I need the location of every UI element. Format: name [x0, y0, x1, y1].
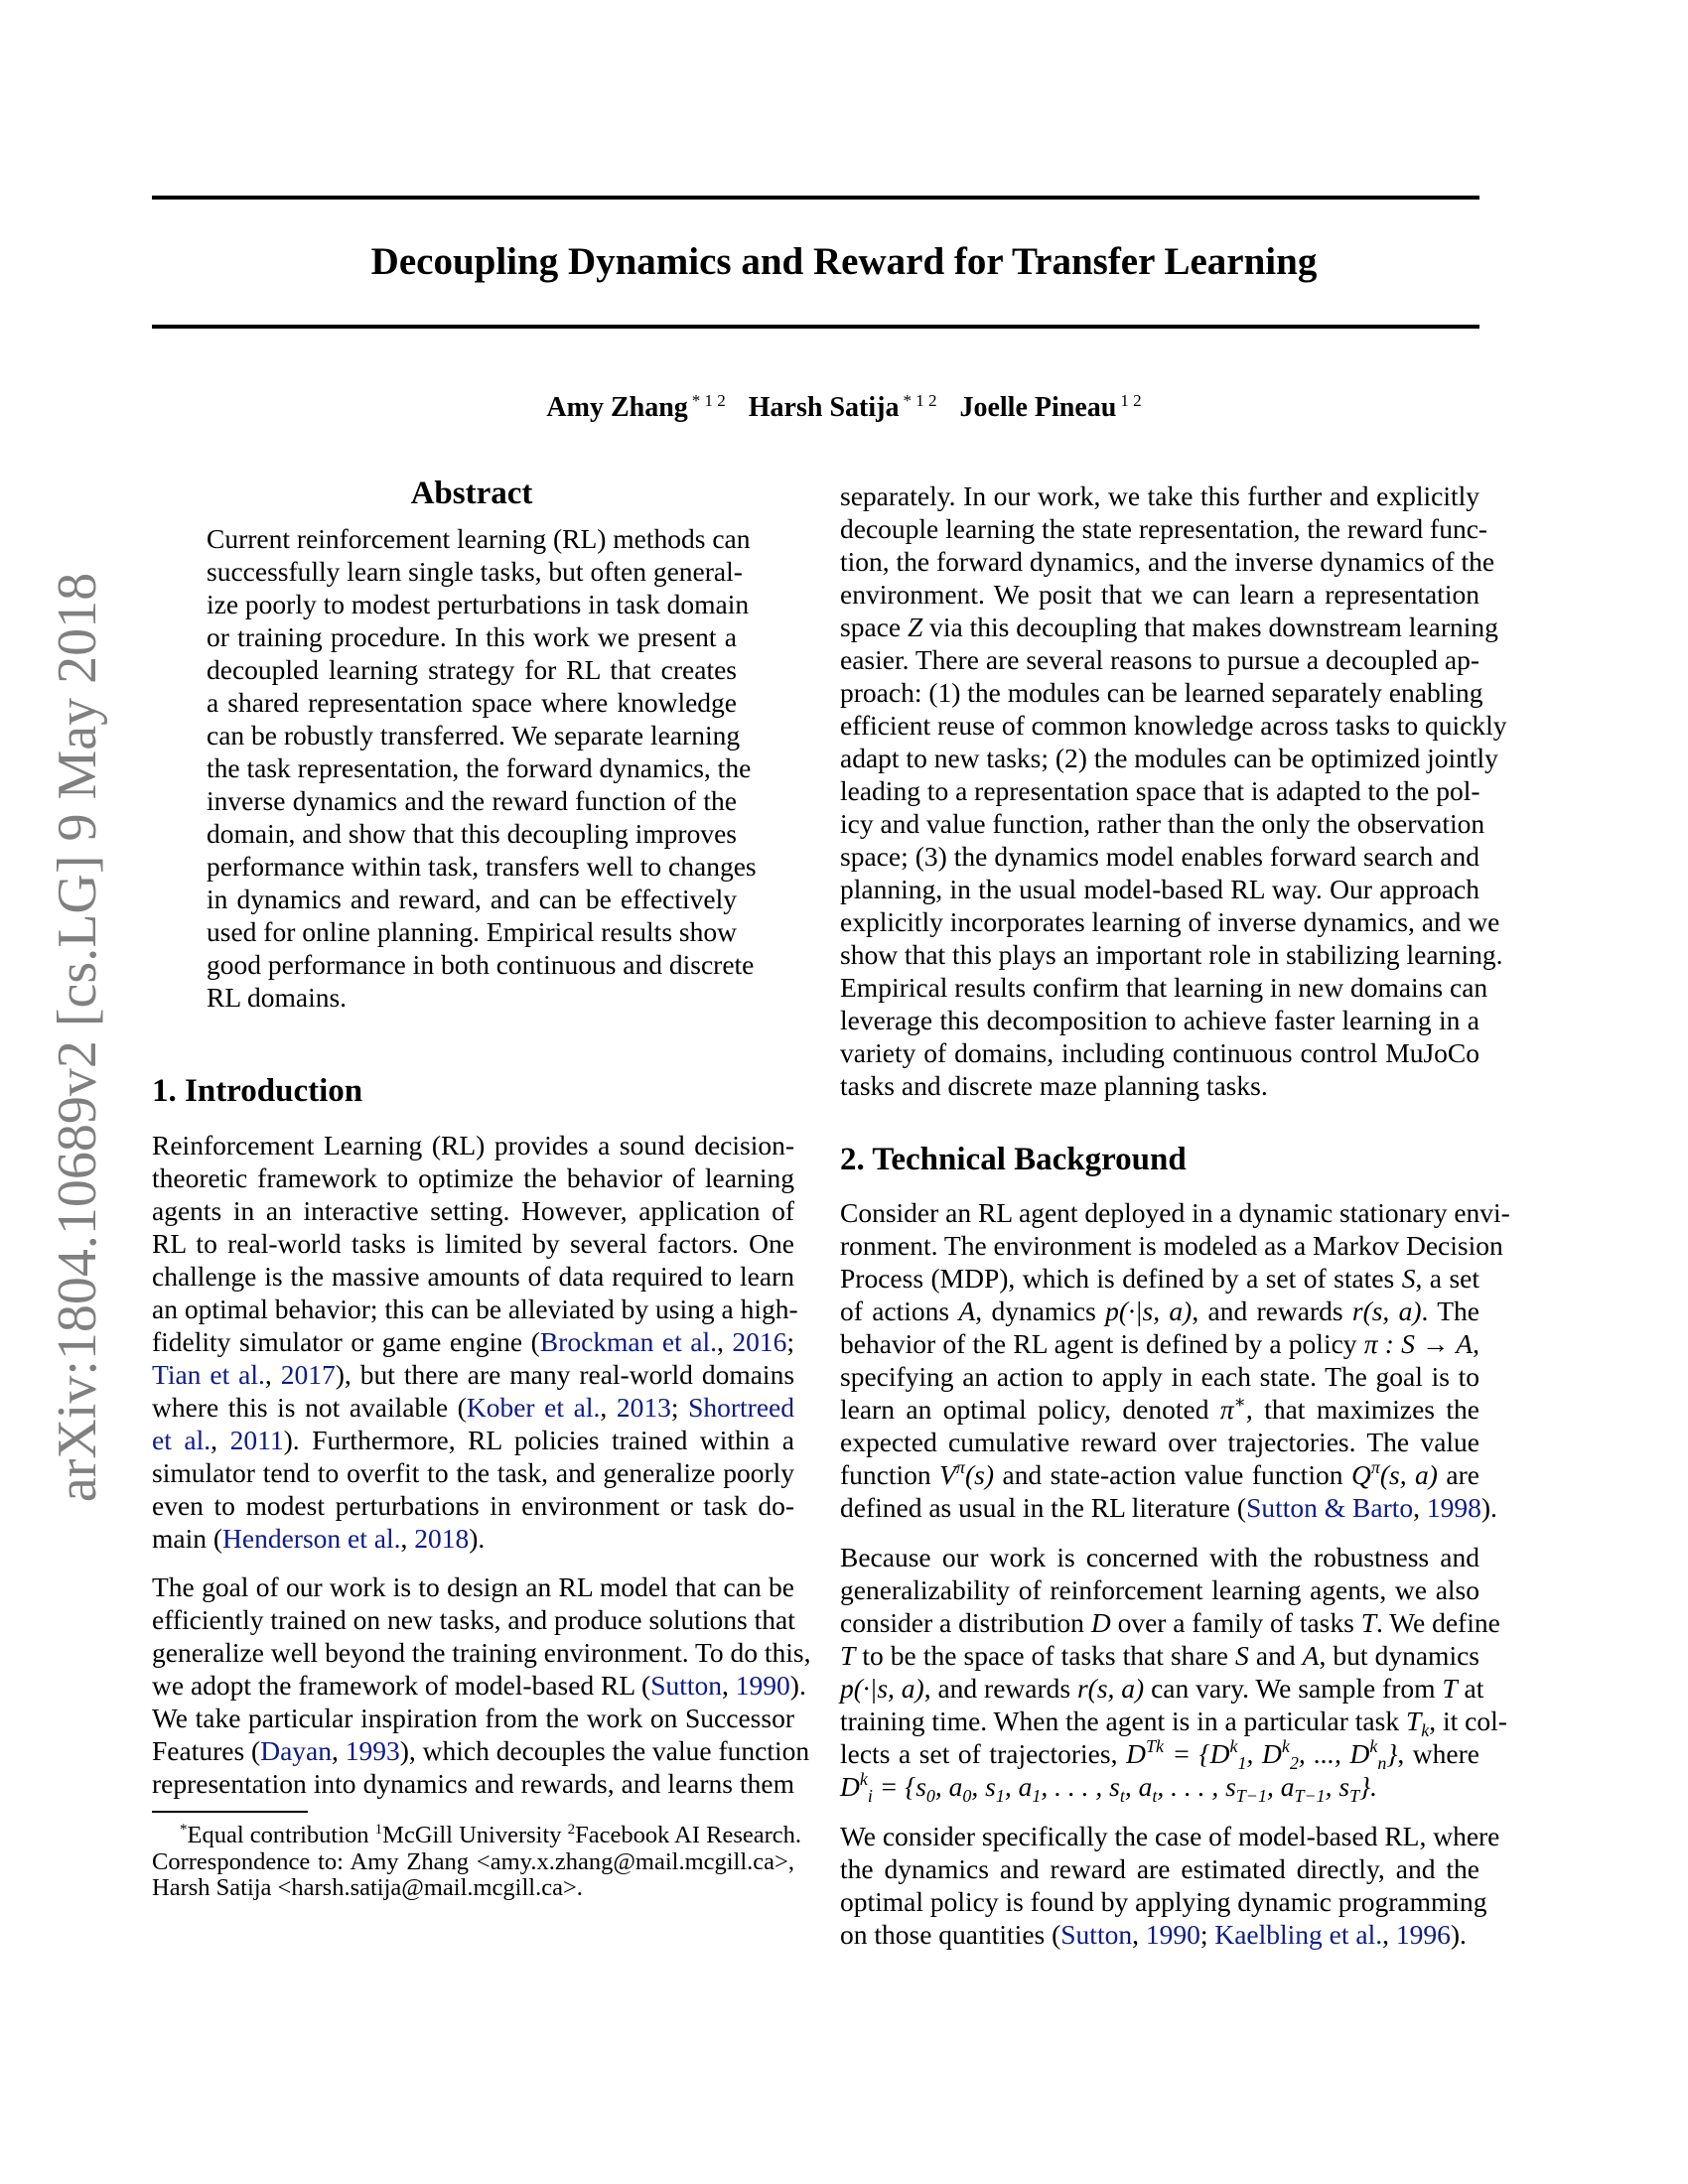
text-line: [840, 1491, 1497, 1524]
subscript: 1: [1237, 1753, 1247, 1773]
text-line: We take particular inspiration from the work on Successor: [152, 1703, 794, 1733]
math-symbol: r(s, a): [1076, 1673, 1145, 1704]
math-symbol: Z: [907, 612, 923, 642]
author-name: Joelle Pineau: [959, 392, 1117, 423]
citation-link[interactable]: Sutton & Barto: [1246, 1492, 1414, 1523]
text-line: tion, the forward dynamics, and the inverse dynamics of the: [840, 546, 1495, 577]
text-line: Current reinforcement learning (RL) methods can: [207, 523, 751, 554]
text-run: fidelity simulator or game engine (: [152, 1326, 540, 1357]
math-expression: [1405, 1706, 1430, 1740]
math-symbol: π : S → A: [1363, 1328, 1474, 1359]
text-run: ,: [716, 1326, 733, 1357]
subscript: T: [1349, 1786, 1360, 1806]
text-line: planning, in the usual model-based RL way. Our approach: [840, 874, 1479, 904]
math-expression: [1266, 1771, 1326, 1806]
math-expression: [1303, 1640, 1320, 1671]
math-expression: [1004, 1771, 1042, 1806]
subscript: 2: [1289, 1753, 1299, 1773]
math-expression: [1386, 1738, 1397, 1769]
text-run: ), but there are many real-world domains: [335, 1359, 795, 1390]
text-line: used for online planning. Empirical results show: [207, 916, 737, 947]
text-run: and state-action value function: [993, 1459, 1351, 1490]
text-line: space; (3) the dynamics model enables forward search and: [840, 841, 1479, 872]
citation-link[interactable]: 1996: [1395, 1919, 1451, 1950]
text-line: inverse dynamics and the reward function of the: [207, 785, 737, 816]
text-line: generalizability of reinforcement learning agents, we also: [840, 1574, 1479, 1605]
author: [546, 392, 725, 423]
math-expression: [1041, 1771, 1125, 1806]
text-line: [840, 1606, 1500, 1639]
text-run: ).: [1450, 1919, 1467, 1950]
text-line: generalize well beyond the training environment. To do this,: [152, 1637, 811, 1668]
math-symbol: S: [1235, 1640, 1249, 1671]
text-run: ;: [670, 1392, 689, 1423]
math-expression: [1246, 1736, 1299, 1773]
text-run: ,: [1382, 1919, 1396, 1950]
introduction-heading: 1. Introduction: [152, 1073, 363, 1109]
paragraph: [840, 1541, 1507, 1806]
text-run: ).: [469, 1523, 486, 1554]
math-expression: [1442, 1673, 1457, 1704]
text-run: ;: [1199, 1919, 1215, 1950]
text-line: Harsh Satija <harsh.satija@mail.mcgill.ca>.: [152, 1874, 583, 1901]
math-expression: [965, 1459, 994, 1490]
text-run: are: [1437, 1459, 1479, 1490]
superscript: k: [1229, 1736, 1238, 1756]
subscript: k: [1421, 1720, 1430, 1740]
text-line: successfully learn single tasks, but often general-: [207, 556, 743, 587]
text-line: The goal of our work is to design an RL model that can be: [152, 1571, 794, 1602]
text-run: ,: [1473, 1328, 1479, 1359]
text-line: leading to a representation space that is adapted to the pol-: [840, 775, 1480, 806]
text-line: Consider an RL agent deployed in a dynamic stationary envi-: [840, 1197, 1510, 1228]
citation-link[interactable]: Shortreed: [688, 1392, 795, 1423]
text-run: , a set: [1415, 1263, 1479, 1294]
citation-link[interactable]: Henderson et al.: [222, 1523, 401, 1554]
math-expression: [1380, 1459, 1438, 1490]
text-line: proach: (1) the modules can be learned separately enabling: [840, 677, 1483, 708]
text-line: performance within task, transfers well to changes: [207, 851, 757, 882]
math-expression: [840, 1769, 873, 1806]
superscript: Tk: [1145, 1736, 1164, 1756]
text-run: ). Furthermore, RL policies trained within a: [283, 1425, 794, 1455]
citation-link[interactable]: Kober et al.: [466, 1392, 601, 1423]
math-symbol: T: [1442, 1673, 1458, 1704]
math-expression: [1359, 1771, 1377, 1802]
author: [749, 392, 937, 423]
citation-link[interactable]: 1990: [1145, 1919, 1200, 1950]
text-line: [152, 1325, 794, 1358]
text-line: We consider specifically the case of model-based RL, where: [840, 1821, 1500, 1851]
text-run: , that maximizes the: [1245, 1394, 1479, 1425]
text-line: specifying an action to apply in each state. The goal is to: [840, 1361, 1479, 1392]
text-run: we adopt the framework of model-based RL (: [152, 1670, 651, 1701]
footnote-mark: 2: [567, 1822, 576, 1838]
math-expression: [908, 612, 922, 642]
text-line: good performance in both continuous and discrete: [207, 949, 755, 980]
text-run: , and rewards: [923, 1673, 1077, 1704]
text-run: over a family of tasks: [1110, 1607, 1361, 1638]
text-line: [152, 1522, 794, 1555]
text-line: RL domains.: [207, 982, 348, 1013]
text-line: [840, 1327, 1479, 1360]
subscript: t: [1152, 1786, 1158, 1806]
text-run: space: [840, 612, 908, 642]
math-expression: [1126, 1738, 1164, 1769]
text-run: Process (MDP), which is defined by a set of states: [840, 1263, 1402, 1294]
text-line: agents in an interactive setting. However, application of: [152, 1195, 794, 1226]
text-line: domain, and show that this decoupling improves: [207, 818, 737, 849]
superscript: k: [859, 1769, 868, 1789]
author-name: Amy Zhang: [546, 392, 688, 423]
citation-link[interactable]: 2013: [616, 1392, 671, 1423]
text-line: representation into dynamics and rewards, and learns them: [152, 1768, 794, 1799]
math-symbol: p(·|s, a): [1105, 1296, 1193, 1326]
math-symbol: S: [1401, 1263, 1416, 1294]
superscript: ∗: [1233, 1392, 1246, 1412]
math-expression: [1361, 1607, 1376, 1638]
text-line: [152, 1391, 794, 1424]
title-top-rule: [152, 196, 1479, 200]
text-run: on those quantities (: [840, 1919, 1061, 1950]
affiliation-marks: * 1 2: [691, 391, 726, 410]
text-line: theoretic framework to optimize the behavior of learning: [152, 1162, 794, 1193]
math-symbol: }: [1386, 1738, 1398, 1769]
subscript: 1: [995, 1786, 1005, 1806]
math-symbol: }.: [1359, 1771, 1377, 1802]
text-run: ;: [786, 1326, 794, 1357]
paragraph: [152, 1129, 798, 1555]
text-run: training time. When the agent is in a particular task: [840, 1706, 1406, 1736]
superscript: k: [1281, 1736, 1290, 1756]
text-line: [840, 1769, 1479, 1806]
text-run: , and rewards: [1192, 1296, 1352, 1326]
subscript: t: [1119, 1786, 1125, 1806]
math-symbol: p(·|s, a): [840, 1673, 924, 1704]
math-symbol: π: [1219, 1394, 1234, 1425]
text-run: ), which decouples the value function: [399, 1735, 810, 1766]
math-symbol: , a: [934, 1771, 963, 1802]
technical-background-heading: 2. Technical Background: [840, 1142, 1187, 1177]
citation-link[interactable]: 1990: [735, 1670, 790, 1701]
math-expression: [1163, 1736, 1247, 1773]
text-line: can be robustly transferred. We separate learning: [207, 720, 741, 751]
text-run: behavior of the RL agent is defined by a policy: [840, 1328, 1364, 1359]
text-line: efficient reuse of common knowledge across tasks to quickly: [840, 710, 1507, 741]
citation-link[interactable]: 1993: [345, 1735, 400, 1766]
subscript: n: [1377, 1753, 1387, 1773]
math-expression: [1124, 1771, 1158, 1806]
math-expression: [872, 1771, 935, 1806]
text-run: can vary. We sample from: [1144, 1673, 1443, 1704]
text-line: [840, 611, 1498, 643]
text-run: ,: [331, 1735, 346, 1766]
text-run: Facebook AI Research.: [575, 1822, 802, 1848]
text-line: Correspondence to: Amy Zhang <amy.x.zhang@mail.mcgill.ca>,: [152, 1847, 794, 1875]
text-line: [840, 1262, 1479, 1295]
subscript: i: [867, 1786, 873, 1806]
text-run: , it col-: [1429, 1706, 1507, 1736]
superscript: k: [1369, 1736, 1378, 1756]
math-expression: [1091, 1607, 1111, 1638]
math-symbol: Q: [1350, 1459, 1371, 1490]
text-line: [840, 1918, 1479, 1951]
text-line: environment. We posit that we can learn a representation: [840, 579, 1479, 610]
text-line: ize poorly to modest perturbations in task domain: [207, 589, 750, 619]
affiliation-marks: * 1 2: [903, 391, 937, 410]
math-symbol: T: [840, 1640, 856, 1671]
text-line: ronment. The environment is modeled as a Markov Decision: [840, 1230, 1503, 1261]
math-symbol: A: [958, 1296, 976, 1326]
text-line: decouple learning the state representation, the reward func-: [840, 513, 1488, 544]
text-line: show that this plays an important role in stabilizing learning.: [840, 939, 1503, 970]
math-expression: [1157, 1771, 1267, 1806]
text-line: icy and value function, rather than the only the observation: [840, 808, 1485, 839]
math-symbol: , s: [971, 1771, 996, 1802]
text-run: ,: [600, 1392, 617, 1423]
citation-link[interactable]: Sutton: [1060, 1919, 1133, 1950]
citation-link[interactable]: 2017: [280, 1359, 336, 1390]
paper-title: Decoupling Dynamics and Reward for Transfer Learning: [370, 240, 1318, 283]
math-symbol: , . . . , s: [1041, 1771, 1120, 1802]
paragraph: [840, 1820, 1500, 1951]
citation-link[interactable]: Brockman et al.: [539, 1326, 717, 1357]
subscript: T−1: [1235, 1786, 1267, 1806]
citation-link[interactable]: Dayan: [260, 1735, 332, 1766]
math-symbol: = {s: [872, 1771, 926, 1802]
text-line: even to modest perturbations in environment or task do-: [152, 1490, 794, 1521]
text-line: [840, 1672, 1484, 1705]
text-run: learn an optimal policy, denoted: [840, 1394, 1220, 1425]
math-symbol: , a: [1124, 1771, 1153, 1802]
math-symbol: (s, a): [1379, 1459, 1438, 1490]
text-run: , dynamics: [975, 1296, 1106, 1326]
superscript: π: [955, 1457, 965, 1477]
text-run: where this is not available (: [152, 1392, 467, 1423]
author: [959, 392, 1141, 423]
math-symbol: , a: [1004, 1771, 1033, 1802]
paragraph: [840, 479, 1507, 1102]
math-expression: [840, 1673, 924, 1704]
math-expression: [971, 1771, 1005, 1806]
abstract-body: [207, 522, 757, 1014]
text-line: Empirical results confirm that learning in new domains can: [840, 972, 1488, 1003]
text-run: . We define: [1376, 1607, 1500, 1638]
text-line: separately. In our work, we take this further and explicitly: [840, 480, 1479, 511]
affiliation-marks: 1 2: [1120, 391, 1142, 410]
text-line: optimal policy is found by applying dynamic programming: [840, 1886, 1487, 1917]
math-symbol: D: [840, 1771, 860, 1802]
math-expression: [1402, 1263, 1416, 1294]
text-run: ,: [1132, 1919, 1146, 1950]
text-run: . The: [1421, 1296, 1479, 1326]
text-run: ).: [1480, 1492, 1497, 1523]
math-symbol: , ..., D: [1298, 1738, 1370, 1769]
text-line: [840, 1639, 1479, 1672]
math-expression: [1364, 1328, 1473, 1359]
math-expression: [958, 1296, 975, 1326]
math-expression: [1298, 1736, 1387, 1773]
introduction-continued: [840, 479, 1507, 1102]
author-name: Harsh Satija: [748, 392, 900, 423]
citation-link[interactable]: Tian et al.: [152, 1359, 265, 1390]
text-run: ,: [211, 1425, 230, 1455]
text-line: leverage this decomposition to achieve faster learning in a: [840, 1005, 1479, 1035]
text-line: expected cumulative reward over trajectories. The value: [840, 1427, 1479, 1457]
text-run: of actions: [840, 1296, 959, 1326]
math-symbol: V: [939, 1459, 956, 1490]
citation-link[interactable]: Kaelbling et al.: [1214, 1919, 1383, 1950]
text-line: an optimal behavior; this can be alleviated by using a high-: [152, 1294, 798, 1324]
text-line: [152, 1424, 794, 1456]
subscript: 0: [925, 1786, 935, 1806]
text-line: [840, 1736, 1479, 1773]
text-line: [840, 1705, 1507, 1740]
text-run: McGill University: [382, 1822, 568, 1848]
text-line: a shared representation space where knowledge: [207, 687, 737, 718]
math-symbol: D: [1090, 1607, 1111, 1638]
math-expression: [1077, 1673, 1144, 1704]
text-line: Reinforcement Learning (RL) provides a sound decision-: [152, 1130, 794, 1160]
text-line: [840, 1295, 1479, 1327]
text-line: explicitly incorporates learning of inverse dynamics, and we: [840, 906, 1500, 937]
footnote-rule: [152, 1811, 308, 1813]
math-symbol: T: [1360, 1607, 1376, 1638]
text-line: [840, 1458, 1479, 1491]
text-line: simulator tend to overfit to the task, and generalize poorly: [152, 1457, 794, 1488]
math-expression: [1220, 1394, 1246, 1425]
math-expression: [1351, 1459, 1380, 1490]
superscript: π: [1370, 1457, 1380, 1477]
text-run: Features (: [152, 1735, 261, 1766]
citation-link[interactable]: 1998: [1426, 1492, 1481, 1523]
math-symbol: A: [1302, 1640, 1320, 1671]
title-bottom-rule: [152, 325, 1479, 329]
text-run: ,: [400, 1523, 415, 1554]
text-line: challenge is the massive amounts of data required to learn: [152, 1261, 794, 1292]
paragraph: [152, 1570, 811, 1800]
arxiv-stamp: arXiv:1804.10689v2 [cs.LG] 9 May 2018: [47, 572, 108, 1503]
text-line: RL to real-world tasks is limited by several factors. One: [152, 1228, 794, 1259]
math-expression: [1352, 1296, 1422, 1326]
text-run: at: [1457, 1673, 1484, 1704]
technical-background-body: [840, 1196, 1510, 1951]
math-symbol: , a: [1266, 1771, 1295, 1802]
footnote-mark: *: [180, 1822, 188, 1838]
text-run: Equal contribution: [187, 1822, 375, 1848]
citation-link[interactable]: 2018: [414, 1523, 470, 1554]
text-line: or training procedure. In this work we present a: [207, 621, 737, 652]
math-expression: [934, 1771, 972, 1806]
math-expression: [1105, 1296, 1192, 1326]
abstract-heading: Abstract: [410, 476, 533, 511]
subscript: 1: [1032, 1786, 1042, 1806]
text-line: easier. There are several reasons to pursue a decoupled ap-: [840, 644, 1479, 675]
subscript: 0: [962, 1786, 972, 1806]
text-run: ,: [1413, 1492, 1427, 1523]
text-line: variety of domains, including continuous control MuJoCo: [840, 1037, 1479, 1068]
math-symbol: , s: [1325, 1771, 1350, 1802]
citation-link[interactable]: 2016: [732, 1326, 787, 1357]
text-line: adapt to new tasks; (2) the modules can be optimized jointly: [840, 743, 1498, 773]
footnote: [152, 1822, 802, 1902]
math-symbol: = {D: [1163, 1738, 1230, 1769]
math-symbol: T: [1405, 1706, 1422, 1736]
citation-link[interactable]: et al.: [152, 1425, 211, 1455]
math-expression: [1235, 1640, 1249, 1671]
text-run: and: [1248, 1640, 1303, 1671]
text-run: , where: [1397, 1738, 1479, 1769]
text-run: function: [840, 1459, 940, 1490]
footnote-mark: 1: [374, 1822, 383, 1838]
text-run: , but dynamics: [1319, 1640, 1479, 1671]
text-run: to be the space of tasks that share: [855, 1640, 1236, 1671]
text-line: [152, 1358, 794, 1391]
paragraph: [840, 1196, 1510, 1524]
math-symbol: D: [1126, 1738, 1146, 1769]
math-expression: [1325, 1771, 1360, 1806]
text-line: decoupled learning strategy for RL that creates: [207, 654, 737, 685]
math-symbol: r(s, a): [1351, 1296, 1422, 1326]
text-line: [840, 1393, 1479, 1426]
text-line: efficiently trained on new tasks, and produce solutions that: [152, 1604, 795, 1635]
text-run: ).: [789, 1670, 806, 1701]
text-line: [152, 1669, 806, 1702]
math-symbol: , . . . , s: [1157, 1771, 1236, 1802]
text-line: tasks and discrete maze planning tasks.: [840, 1070, 1268, 1101]
math-expression: [939, 1459, 965, 1490]
text-run: defined as usual in the RL literature (: [840, 1492, 1247, 1523]
math-symbol: , D: [1246, 1738, 1282, 1769]
math-expression: [840, 1640, 855, 1671]
text-line: [152, 1822, 802, 1849]
text-run: main (: [152, 1523, 223, 1554]
subscript: T−1: [1294, 1786, 1326, 1806]
text-line: the task representation, the forward dynamics, the: [207, 752, 752, 783]
citation-link[interactable]: Sutton: [650, 1670, 723, 1701]
paragraph: [207, 522, 757, 1014]
citation-link[interactable]: 2011: [229, 1425, 284, 1455]
text-run: lects a set of trajectories,: [840, 1738, 1127, 1769]
author-list: [0, 383, 1688, 426]
text-run: via this decoupling that makes downstream learning: [922, 612, 1498, 642]
text-line: the dynamics and reward are estimated directly, and the: [840, 1853, 1479, 1884]
text-line: [152, 1734, 810, 1767]
text-line: in dynamics and reward, and can be effectively: [207, 884, 737, 914]
text-line: Because our work is concerned with the robustness and: [840, 1542, 1479, 1572]
text-run: ,: [722, 1670, 736, 1701]
text-run: consider a distribution: [840, 1607, 1091, 1638]
introduction-body: [152, 1129, 811, 1800]
math-symbol: (s): [964, 1459, 994, 1490]
text-run: ,: [264, 1359, 281, 1390]
